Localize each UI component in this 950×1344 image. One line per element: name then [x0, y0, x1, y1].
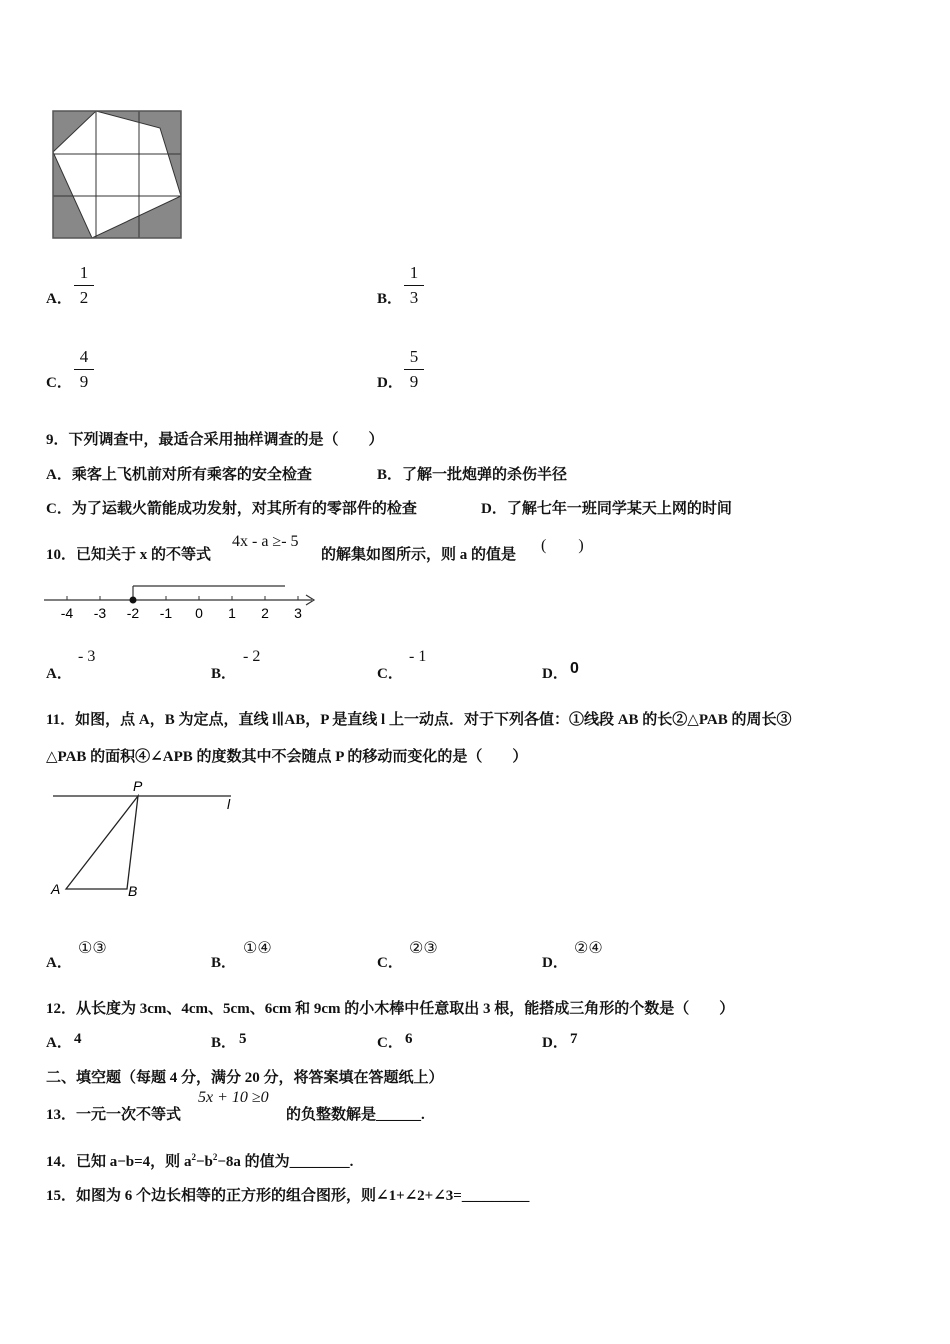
fraction-denominator: 9 — [409, 372, 419, 391]
q10-option-d-value: 0 — [570, 660, 579, 677]
q11-option-a-label: A． — [46, 955, 72, 971]
q14-sup2: 2 — [212, 1152, 218, 1162]
label-b: B — [128, 883, 138, 899]
fraction-denominator: 9 — [79, 372, 89, 391]
q12-stem: 12．从长度为 3cm、4cm、5cm、6cm 和 9cm 的小木棒中任意取出 3 根，能搭成三角形的个数是（ ） — [46, 1001, 735, 1017]
q14-text — [46, 1150, 353, 1171]
q11-option-b-label: B． — [211, 955, 237, 971]
label-p: P — [133, 778, 143, 794]
q10-option-c-label: C． — [377, 666, 403, 682]
number-line-tick-label: 2 — [261, 605, 269, 621]
q11-option-a-value: ①③ — [78, 940, 107, 957]
fraction-denominator: 3 — [409, 288, 419, 307]
q10-option-b-label: B． — [211, 666, 237, 682]
q10-paren: ( ) — [541, 537, 584, 554]
q14-sup1: 2 — [191, 1152, 196, 1162]
q12-option-a-label: A． — [46, 1035, 72, 1051]
q14-mid: −b — [195, 1154, 213, 1170]
label-a: A — [51, 881, 61, 897]
q10-option-c-value: - 1 — [409, 648, 427, 665]
q12-option-a-value: 4 — [74, 1031, 82, 1047]
q14-post: −8a 的值为________. — [217, 1154, 354, 1170]
q12-option-c-value: 6 — [405, 1031, 413, 1047]
number-line-tick-label: -1 — [159, 605, 173, 621]
number-line-tick-label: -4 — [60, 605, 74, 621]
grid-square-figure — [52, 110, 184, 240]
number-line-tick-label: -3 — [93, 605, 107, 621]
q12-option-b-value: 5 — [239, 1031, 247, 1047]
solution-endpoint-dot — [130, 597, 137, 604]
q13-post: 的负整数解是______. — [286, 1107, 425, 1123]
q11-line1: 11．如图，点 A，B 为定点，直线 l∥AB，P 是直线 l 上一动点．对于下列各值：①线段 AB 的长②△PAB 的周长③ — [46, 712, 792, 728]
option-c-fraction — [74, 346, 94, 393]
fraction-denominator: 2 — [79, 288, 89, 307]
option-a-fraction — [74, 262, 94, 309]
q11-option-c-label: C． — [377, 955, 403, 971]
q10-stem-pre: 10．已知关于 x 的不等式 — [46, 547, 212, 563]
fraction-numerator: 5 — [409, 347, 419, 366]
q9-option-c: C．为了运载火箭能成功发射，对其所有的零部件的检查 — [46, 501, 417, 517]
q10-option-a-label: A． — [46, 666, 72, 682]
q10-option-a-value: - 3 — [78, 648, 96, 665]
number-line-tick-label: -2 — [126, 605, 140, 621]
fraction-numerator: 4 — [79, 347, 89, 366]
q12-option-c-label: C． — [377, 1035, 403, 1051]
q12-option-d-label: D． — [542, 1035, 568, 1051]
option-d-fraction — [404, 346, 424, 393]
q11-option-d-value: ②④ — [574, 940, 603, 957]
q11-line2: △PAB 的面积④∠APB 的度数其中不会随点 P 的移动而变化的是（ ） — [46, 749, 528, 765]
triangle-figure — [48, 776, 243, 901]
q13-formula: 5x + 10 ≥0 — [198, 1089, 269, 1106]
number-line-tick-label: 3 — [294, 605, 302, 621]
option-a-label: A． — [46, 291, 72, 307]
section-title: 二、填空题（每题 4 分，满分 20 分，将答案填在答题纸上） — [46, 1070, 444, 1086]
q11-option-c-value: ②③ — [409, 940, 438, 957]
q12-option-d-value: 7 — [570, 1031, 578, 1047]
q15-text: 15．如图为 6 个边长相等的正方形的组合图形，则∠1+∠2+∠3=_________ — [46, 1188, 530, 1204]
q12-option-b-label: B． — [211, 1035, 237, 1051]
triangle-pab — [66, 796, 138, 889]
q9-option-b: B．了解一批炮弹的杀伤半径 — [377, 467, 568, 483]
q13-pre: 13．一元一次不等式 — [46, 1107, 182, 1123]
number-line-tick-label: 0 — [195, 605, 203, 621]
q10-option-b-value: - 2 — [243, 648, 261, 665]
fraction-numerator: 1 — [409, 263, 419, 282]
option-d-label: D． — [377, 375, 403, 391]
q9-stem: 9．下列调查中，最适合采用抽样调查的是（ ） — [46, 432, 384, 448]
q10-option-d-label: D． — [542, 666, 568, 682]
q14-pre: 14．已知 a−b=4，则 a — [46, 1154, 192, 1170]
option-b-label: B． — [377, 291, 403, 307]
q11-option-b-value: ①④ — [243, 940, 272, 957]
number-line-tick-label: 1 — [228, 605, 236, 621]
q10-stem-post: 的解集如图所示，则 a 的值是 — [321, 547, 517, 563]
q10-formula: 4x - a ≥- 5 — [232, 533, 299, 550]
fraction-numerator: 1 — [79, 263, 89, 282]
q11-option-d-label: D． — [542, 955, 568, 971]
label-l: l — [227, 796, 231, 812]
q9-option-d: D．了解七年一班同学某天上网的时间 — [481, 501, 732, 517]
q9-option-a: A．乘客上飞机前对所有乘客的安全检查 — [46, 467, 312, 483]
option-b-fraction — [404, 262, 424, 309]
number-line — [40, 582, 325, 624]
option-c-label: C． — [46, 375, 72, 391]
